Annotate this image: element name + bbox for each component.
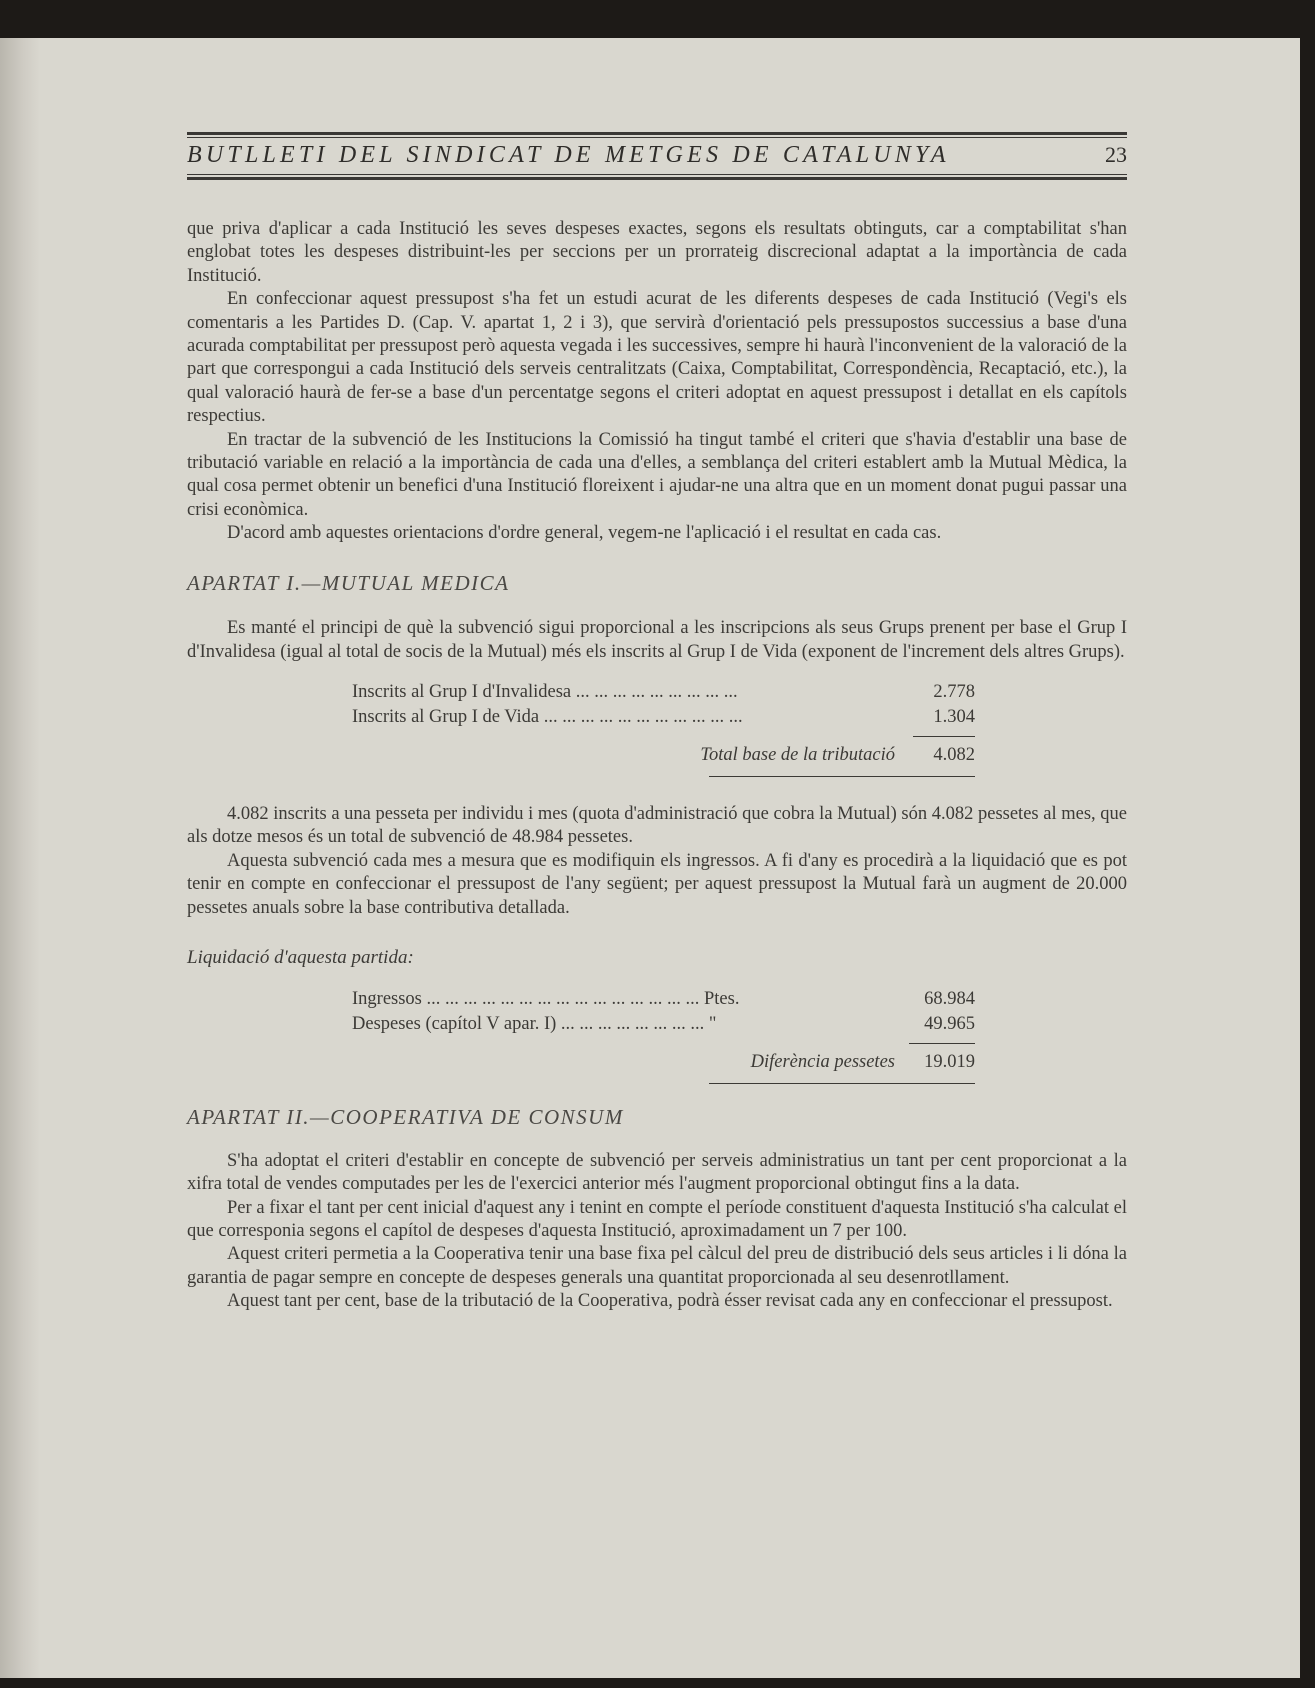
liquidation-table (352, 987, 975, 1084)
total-label: Total base de la tributació (700, 744, 895, 765)
row-label: Inscrits al Grup I de Vida ... ... ... ... ... ... ... ... ... ... ... (352, 706, 743, 727)
table-row (352, 987, 975, 1012)
row-value: 49.965 (924, 1014, 975, 1035)
paragraph-1: que priva d'aplicar a cada Institució les seves despeses exactes, segons els resultats obtinguts, car a comptabilitat s'han englobat totes les despeses distribuint-les per seccions per un prorrateig discrecional adaptat a la importància de cada Institució. (187, 219, 1127, 286)
total-value: 4.082 (933, 744, 975, 765)
paragraph-7: Aquesta subvenció cada mes a mesura que es modifiquin els ingressos. A fi d'any es procedirà a la liquidació que es pot tenir en compte en confeccionar el pressupost de l'any següent; per aquest pressupost la Mutual farà un augment de 20.000 pessetes anuals sobre la base contributiva detallada. (187, 850, 1127, 918)
liquidation-heading: Liquidació d'aquesta partida: (187, 946, 414, 968)
row-value: 2.778 (933, 681, 975, 702)
table-row (352, 705, 975, 730)
paragraph-8: S'ha adoptat el criteri d'establir en concepte de subvenció per serveis administratius un tant per cent proporcionat a la xifra total de vendes computades per les de l'exercici anterior més l'augment proporcional obtingut fins a la data. (187, 1150, 1127, 1195)
paragraph-2: En confeccionar aquest pressupost s'ha fet un estudi acurat de les diferents despeses de cada Institució (Vegi's els comentaris a les Partides D. (Cap. V. apartat 1, 2 i 3), que servirà d'orientació pels pressupostos successius a base d'una acurada comptabilitat per pressupost però aquesta vegada i les successives, sempre hi haurà l'inconvenient de la valoració de la part que correspongui a cada Institució dels serveis centralitzats (Caixa, Comptabilitat, Correspondència, Recaptació, etc.), la qual valoració haurà de fer-se a base d'un percentatge segons el criteri adoptat en aquest pressupost i detallat en els capítols respectius. (187, 289, 1127, 427)
running-header (187, 138, 1127, 172)
binding-gutter (0, 38, 40, 1678)
table-row (352, 680, 975, 705)
paragraph-9: Per a fixar el tant per cent inicial d'aquest any i tenint en compte el període constituent d'aquesta Institució s'ha calculat el que corresponia segons el capítol de despeses d'aquesta Institució, aproximadament un 7 per 100. (187, 1197, 1127, 1241)
header-rule-bottom-thin (187, 174, 1127, 175)
sum-rule (913, 736, 975, 737)
page-content (187, 218, 1127, 1314)
total-row (352, 743, 975, 768)
paragraph-4: D'acord amb aquestes orientacions d'ordre general, vegem-ne l'aplicació i el resultat en cada cas. (227, 523, 942, 544)
table-row (352, 1012, 975, 1037)
tribute-table (352, 680, 975, 777)
row-label: Despeses (capítol V apar. I) ... ... ... ... ... ... ... ... " (352, 1014, 717, 1035)
paragraph-5: Es manté el principi de què la subvenció sigui proporcional a les inscripcions als seus Grups prenent per base el Grup I d'Invalidesa (igual al total de socis de la Mutual) més els inscrits al Grup I de Vida (exponent de l'increment dels altres Grups). (187, 618, 1127, 662)
row-value: 68.984 (924, 989, 975, 1010)
header-rule-top (187, 132, 1127, 135)
paragraph-11: Aquest tant per cent, base de la tributació de la Cooperativa, podrà ésser revisat cada any en confeccionar el pressupost. (227, 1291, 1113, 1312)
row-label: Inscrits al Grup I d'Invalidesa ... ... ... ... ... ... ... ... ... (352, 681, 738, 702)
section-heading-1: APARTAT I.—MUTUAL MEDICA (187, 570, 510, 595)
page-number: 23 (1105, 142, 1127, 167)
total-row (352, 1050, 975, 1075)
total-value: 19.019 (924, 1052, 975, 1073)
paragraph-3: En tractar de la subvenció de les Institucions la Comissió ha tingut també el criteri que s'havia d'establir una base de tributació variable en relació a la importància de cada una d'elles, a semblança del criteri establert amb la Mutual Mèdica, la qual cosa permet obtenir un benefici d'una Institució floreixent i ajudar-ne una altra que en un moment donat pugui passar una crisi econòmica. (187, 429, 1127, 520)
row-value: 1.304 (933, 706, 975, 727)
row-label: Ingressos ... ... ... ... ... ... ... ... ... ... ... ... ... ... ... Ptes. (352, 989, 740, 1010)
table-bottom-rule (709, 1083, 975, 1084)
header-rule-bottom (187, 177, 1127, 180)
sum-rule (909, 1043, 975, 1044)
total-label: Diferència pessetes (750, 1052, 895, 1073)
paragraph-6: 4.082 inscrits a una pesseta per individu i mes (quota d'administració que cobra la Mutual) són 4.082 pessetes al mes, que als dotze mesos és un total de subvenció de 48.984 pessetes. (187, 803, 1127, 848)
section-heading-2: APARTAT II.—COOPERATIVA DE CONSUM (187, 1105, 624, 1130)
table-bottom-rule (709, 776, 975, 777)
paragraph-10: Aquest criteri permetia a la Cooperativa tenir una base fixa pel càlcul del preu de distribució dels seus articles i li dóna la garantia de pagar sempre en concepte de despeses generals una quantitat proporcionada al seu desenrotllament. (187, 1244, 1127, 1288)
journal-title: BUTLLETI DEL SINDICAT DE METGES DE CATALUNYA (187, 141, 950, 168)
